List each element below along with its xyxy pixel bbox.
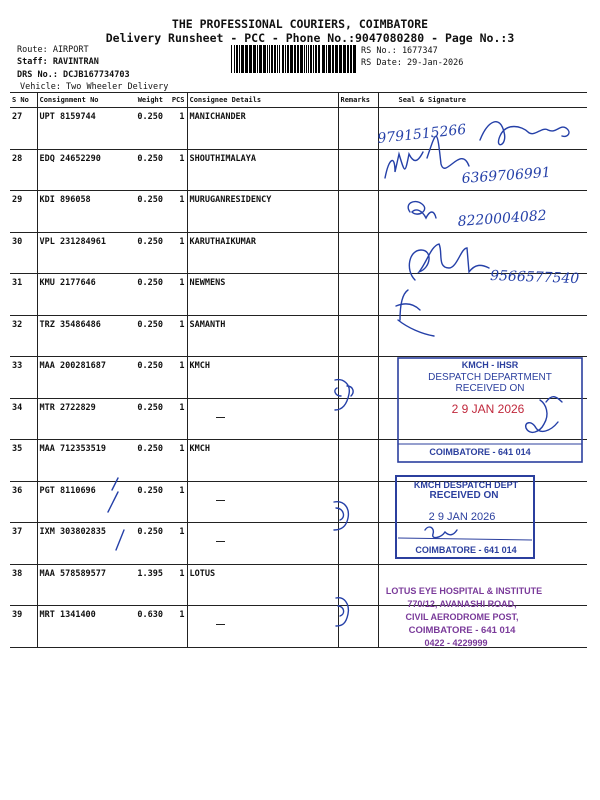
row-consignee: MANICHANDER [187,108,338,150]
col-sno: S No [10,93,37,108]
row-pcs: 1 [165,149,187,191]
drs-number: DRS No.: DCJB167734703 [17,70,130,80]
row-consignment-no: PGT 8110696 [37,481,125,523]
remark-scribble-38 [336,598,348,626]
row-weight: 0.250 [125,108,165,150]
kmch-despatch-stamp [396,476,534,558]
stamp1-city: COIMBATORE - 641 014 [429,447,531,457]
row-pcs: 1 [165,564,187,606]
row-weight: 0.250 [125,191,165,233]
row-sno: 33 [10,357,37,399]
row-consignment-no: MTR 2722829 [37,398,125,440]
stamp3-line5: 0422 - 4229999 [424,638,488,648]
col-seal-signature: Seal & Signature [378,93,587,108]
row-consignee: SAMANTH [187,315,338,357]
signature-row31 [396,290,434,336]
kmch-ihsr-stamp [398,358,582,462]
row-consignee: MURUGANRESIDENCY [187,191,338,233]
rs-date: RS Date: 29-Jan-2026 [361,58,464,68]
row-sno: 34 [10,398,37,440]
row-consignment-no: KDI 896058 [37,191,125,233]
runsheet-subtitle: Delivery Runsheet - PCC - Phone No.:9047080280 - Page No.:3 [105,31,515,45]
row-pcs: 1 [165,523,187,565]
row-consignment-no: UPT 8159744 [37,108,125,150]
row-weight: 0.250 [125,357,165,399]
row-consignment-no: TRZ 35486486 [37,315,125,357]
row-sno: 32 [10,315,37,357]
col-weight: Weight [125,93,165,108]
signature-row29 [408,202,436,218]
stamp2-line2: RECEIVED ON [429,490,499,501]
row-pcs: 1 [165,232,187,274]
row-consignment-no: MAA 200281687 [37,357,125,399]
phone-2: 6369706991 [461,164,552,187]
row-consignment-no: MAA 578589577 [37,564,125,606]
row-pcs: 1 [165,108,187,150]
staff-label: Staff: RAVINTRAN [17,57,99,67]
stamp3-line4: COIMBATORE - 641 014 [408,625,516,636]
signature-row37 [425,527,457,538]
company-title: THE PROFESSIONAL COURIERS, COIMBATORE [171,17,429,31]
row-weight: 0.630 [125,606,165,648]
handwritten-numbers [377,122,580,287]
stamp1-line2: DESPATCH DEPARTMENT [428,372,552,383]
signature-row30 [409,244,489,280]
row-sno: 28 [10,149,37,191]
row-sno: 36 [10,481,37,523]
rs-number: RS No.: 1677347 [361,46,438,56]
row-weight: 0.250 [125,274,165,316]
stamp1-date: 2 9 JAN 2026 [451,402,525,416]
row-weight: 0.250 [125,315,165,357]
route-label: Route: AIRPORT [17,45,89,55]
row-consignment-no: MRT 1341400 [37,606,125,648]
remark-scribble-33 [335,380,353,410]
stamp3-line1: LOTUS EYE HOSPITAL & INSTITUTE [385,586,543,596]
phone-1: 9791515266 [376,121,468,147]
row-pcs: 1 [165,274,187,316]
row-consignment-no: EDQ 24652290 [37,149,125,191]
row-consignee: KMCH [187,440,338,482]
signature-row27 [480,122,569,145]
row-consignee: NEWMENS [187,274,338,316]
stamp1-line1: KMCH - IHSR [461,360,519,370]
row-weight: 0.250 [125,440,165,482]
row-consignment-no: KMU 2177646 [37,274,125,316]
row-sno: 38 [10,564,37,606]
row-pcs: 1 [165,357,187,399]
row-consignment-no: MAA 712353519 [37,440,125,482]
col-consignee: Consignee Details [187,93,338,108]
row-consignment-no: IXM 303802835 [37,523,125,565]
row-pcs: 1 [165,606,187,648]
lotus-stamp [386,586,542,648]
row-sno: 35 [10,440,37,482]
phone-3: 8220004082 [457,207,548,230]
col-consignment: Consignment No [37,93,125,108]
row-sno: 31 [10,274,37,316]
row-sno: 27 [10,108,37,150]
row-pcs: 1 [165,398,187,440]
row-weight: 0.250 [125,398,165,440]
stamp3-line3: CIVIL AERODROME POST, [405,612,519,622]
row-sno: 30 [10,232,37,274]
row-pcs: 1 [165,191,187,233]
vehicle-label: Vehicle: Two Wheeler Delivery [20,82,169,92]
remark-scribble-36 [334,502,348,530]
row-consignment-no: VPL 231284961 [37,232,125,274]
phone-4: 9566577540 [489,268,580,288]
stamp1-line3: RECEIVED ON [455,383,525,394]
signature-row34 [526,397,562,433]
row-pcs: 1 [165,440,187,482]
row-weight: 0.250 [125,523,165,565]
row-pcs: 1 [165,315,187,357]
stamp2-date: 2 9 JAN 2026 [428,511,496,523]
stamp2-city: COIMBATORE - 641 014 [415,545,517,555]
row-weight: 1.395 [125,564,165,606]
row-weight: 0.250 [125,149,165,191]
row-consignee: KMCH [187,357,338,399]
row-weight: 0.250 [125,481,165,523]
stamp2-line1: KMCH DESPATCH DEPT [413,480,519,490]
row-sno: 29 [10,191,37,233]
row-sno: 37 [10,523,37,565]
tick-mark-35 [112,478,118,490]
stamp3-line2: 770/12, AVANASHI ROAD, [407,599,517,609]
row-consignee: LOTUS [187,564,338,606]
row-consignee: SHOUTHIMALAYA [187,149,338,191]
tick-mark-37 [116,530,124,550]
row-consignee: KARUTHAIKUMAR [187,232,338,274]
row-sno: 39 [10,606,37,648]
col-pcs: PCS [165,93,187,108]
col-remarks: Remarks [338,93,378,108]
row-weight: 0.250 [125,232,165,274]
row-pcs: 1 [165,481,187,523]
tick-mark-36 [108,492,118,512]
